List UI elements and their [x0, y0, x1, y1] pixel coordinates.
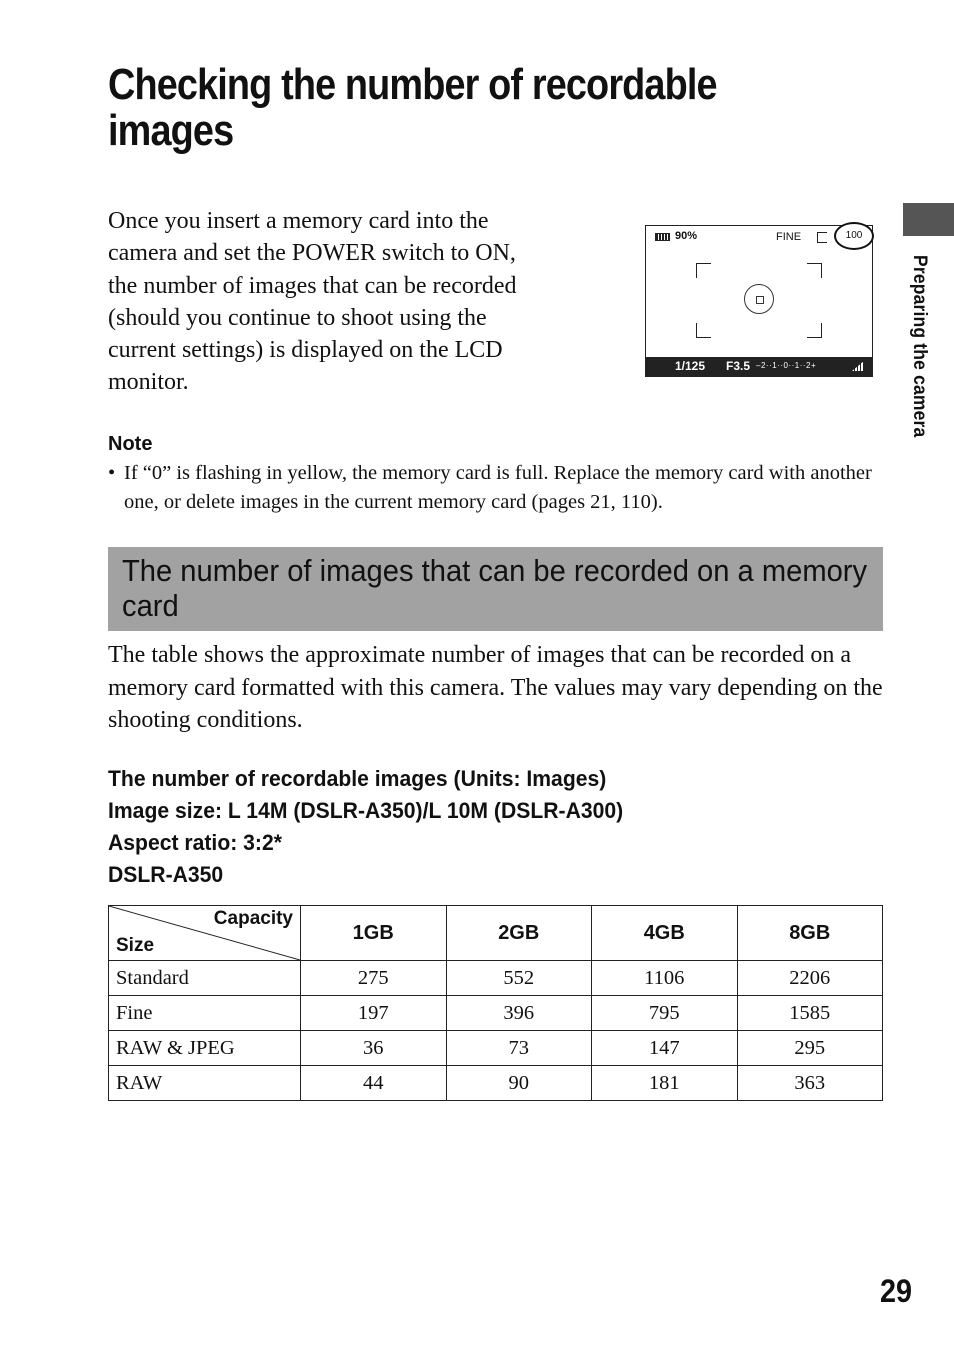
- lcd-info-bar: [646, 357, 872, 376]
- aspect-frame-icon: [817, 232, 827, 243]
- corner-capacity-label: Capacity: [213, 908, 293, 929]
- lcd-aperture: F3.5: [726, 359, 751, 373]
- table-intro-paragraph: The table shows the approximate number of images that can be recorded on a memory card formatted with this camera. The values may vary depending on the shooting conditions.: [108, 642, 883, 733]
- recordable-images-table: [108, 905, 883, 1101]
- af-frame-corner-icon: [696, 323, 711, 338]
- table-cell: 363: [737, 1066, 883, 1101]
- page-title: Checking the number of recordable images: [108, 60, 717, 155]
- note-text: If “0” is flashing in yellow, the memory card is full. Replace the memory card with another one, or delete images in the current memory card (pages 21, 110).: [124, 462, 872, 513]
- table-cell: 295: [737, 1031, 883, 1066]
- column-header: 8GB: [737, 906, 883, 961]
- table-row: [109, 996, 883, 1031]
- lcd-quality: FINE: [776, 231, 802, 243]
- table-cell: 44: [301, 1066, 447, 1101]
- table-row: [109, 1031, 883, 1066]
- center-af-point-icon: [756, 296, 764, 304]
- table-cell: 90: [446, 1066, 592, 1101]
- section-heading-band: [108, 547, 883, 631]
- table-row: [109, 1066, 883, 1101]
- specs-units-line: The number of recordable images (Units: Images): [108, 766, 607, 791]
- lcd-battery-level: 90%: [675, 230, 698, 242]
- intro-paragraph: Once you insert a memory card into the camera and set the POWER switch to ON, the number of images that can be recorded (should you continue to shoot using the current settings) is displayed on the LCD monitor.: [108, 208, 517, 396]
- row-label: RAW & JPEG: [109, 1031, 301, 1066]
- section-heading: The number of images that can be recorded on a memory card: [122, 553, 868, 623]
- lcd-image-count: 100: [834, 222, 874, 250]
- column-header: 1GB: [301, 906, 447, 961]
- table-cell: 36: [301, 1031, 447, 1066]
- specs-image-size-line: Image size: L 14M (DSLR-A350)/L 10M (DSLR-A300): [108, 798, 624, 823]
- row-label: RAW: [109, 1066, 301, 1101]
- table-cell: 147: [592, 1031, 738, 1066]
- lcd-top-row: [646, 226, 872, 250]
- column-header: 4GB: [592, 906, 738, 961]
- chapter-tab-marker: [903, 203, 954, 236]
- chapter-side-label: Preparing the camera: [909, 255, 930, 438]
- table-specs: [108, 763, 656, 891]
- table-cell: 2206: [737, 961, 883, 996]
- table-cell: 181: [592, 1066, 738, 1101]
- specs-model-line: DSLR-A350: [108, 862, 224, 887]
- signal-bars-icon: [852, 361, 864, 371]
- table-row: [109, 961, 883, 996]
- table-cell: 73: [446, 1031, 592, 1066]
- table-cell: 275: [301, 961, 447, 996]
- battery-icon: [655, 233, 670, 241]
- note-heading: Note: [108, 433, 153, 455]
- af-frame-corner-icon: [807, 323, 822, 338]
- column-header: 2GB: [446, 906, 592, 961]
- lcd-shutter-speed: 1/125: [675, 359, 706, 373]
- table-cell: 197: [301, 996, 447, 1031]
- lcd-monitor-illustration: [645, 225, 873, 377]
- af-frame-corner-icon: [696, 263, 711, 278]
- table-cell: 1585: [737, 996, 883, 1031]
- page-number: 29: [880, 1273, 913, 1309]
- table-cell: 552: [446, 961, 592, 996]
- table-cell: 396: [446, 996, 592, 1031]
- table-header-row: [109, 906, 883, 961]
- corner-size-label: Size: [116, 935, 155, 956]
- row-label: Standard: [109, 961, 301, 996]
- note-item: [108, 459, 878, 516]
- bullet-icon: •: [108, 462, 116, 484]
- table-cell: 795: [592, 996, 738, 1031]
- af-frame-corner-icon: [807, 263, 822, 278]
- row-label: Fine: [109, 996, 301, 1031]
- table-corner-cell: [109, 906, 301, 961]
- specs-aspect-ratio-line: Aspect ratio: 3:2*: [108, 830, 282, 855]
- lcd-exposure-scale: –2··1··0··1··2+: [756, 361, 817, 370]
- table-cell: 1106: [592, 961, 738, 996]
